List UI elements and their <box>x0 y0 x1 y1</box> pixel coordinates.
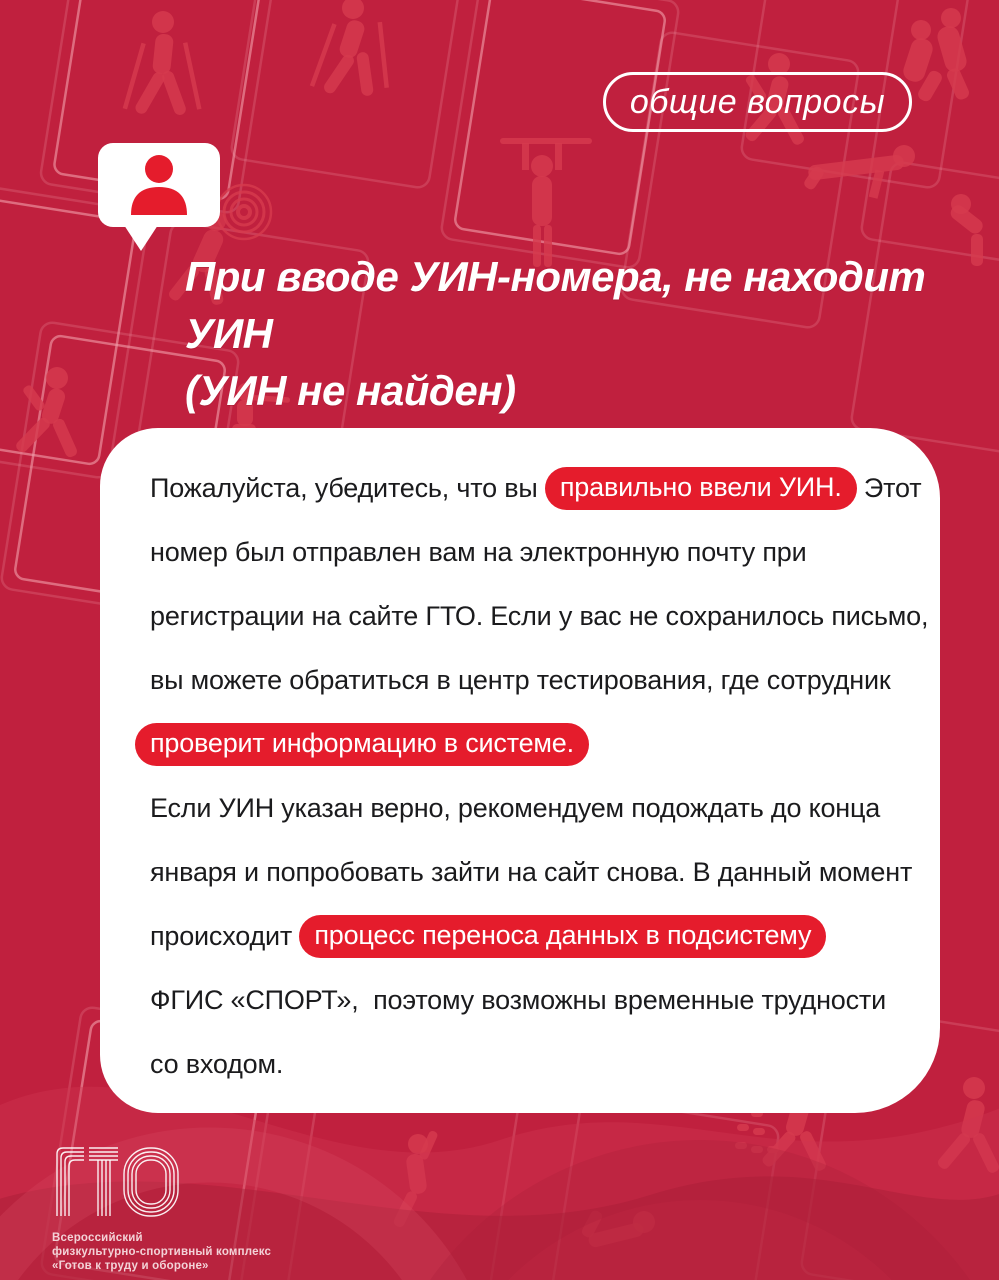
answer-card <box>100 428 940 1113</box>
body-text: января и попробовать зайти на сайт снова. В данный момент <box>150 856 913 887</box>
body-line <box>150 904 904 968</box>
body-line <box>150 776 904 840</box>
user-icon <box>98 143 220 227</box>
skier-pictogram <box>310 0 389 97</box>
title-line-1: При вводе УИН-номера, не находит УИН <box>185 253 926 357</box>
bubble-tail <box>124 225 158 251</box>
topic-badge <box>603 72 912 132</box>
gto-logo-icon <box>52 1138 187 1220</box>
pushup-pictogram <box>802 145 915 199</box>
body-text: ФГИС «СПОРТ», поэтому возможны временные трудности <box>150 984 886 1015</box>
nordic-walker-pictogram <box>123 11 202 117</box>
body-line <box>150 712 904 776</box>
body-text: происходит <box>150 920 300 951</box>
runner-left-pictogram <box>14 367 79 459</box>
body-text: Пожалуйста, убедитесь, что вы <box>150 472 545 503</box>
body-text: регистрации на сайте ГТО. Если у вас не сохранилось письмо, <box>150 600 929 631</box>
tagline-line-3: «Готов к труду и обороне» <box>52 1260 209 1272</box>
gto-tagline <box>52 1231 312 1273</box>
body-text: вы можете обратиться в центр тестирования, где сотрудник <box>150 664 891 695</box>
card-body <box>150 456 929 1096</box>
page-title <box>185 248 965 419</box>
tagline-line-1: Всероссийский <box>52 1232 143 1244</box>
body-line <box>150 968 904 1032</box>
body-line <box>150 1032 904 1096</box>
target-icon <box>217 185 271 239</box>
gto-logo-block <box>52 1138 312 1273</box>
body-line <box>150 584 929 648</box>
tagline-line-2: физкультурно-спортивный комплекс <box>52 1246 272 1258</box>
highlight-pill: правильно ввели УИН. <box>545 467 857 510</box>
wrestlers-pictogram <box>901 8 971 103</box>
title-line-2: (УИН не найден) <box>185 367 516 414</box>
body-text: номер был отправлен вам на электронную почту при <box>150 536 807 567</box>
body-text: Этот <box>856 472 922 503</box>
body-text: со входом. <box>150 1048 284 1079</box>
body-text: Если УИН указан верно, рекомендуем подождать до конца <box>150 792 881 823</box>
highlight-pill: процесс переноса данных в подсистему <box>299 915 826 958</box>
body-line <box>150 520 904 584</box>
topic-badge-label: общие вопросы <box>629 82 886 121</box>
body-line <box>150 456 922 520</box>
body-line <box>150 648 904 712</box>
body-line <box>150 840 913 904</box>
highlight-pill: проверит информацию в системе. <box>135 723 589 766</box>
speech-bubble <box>98 143 220 227</box>
